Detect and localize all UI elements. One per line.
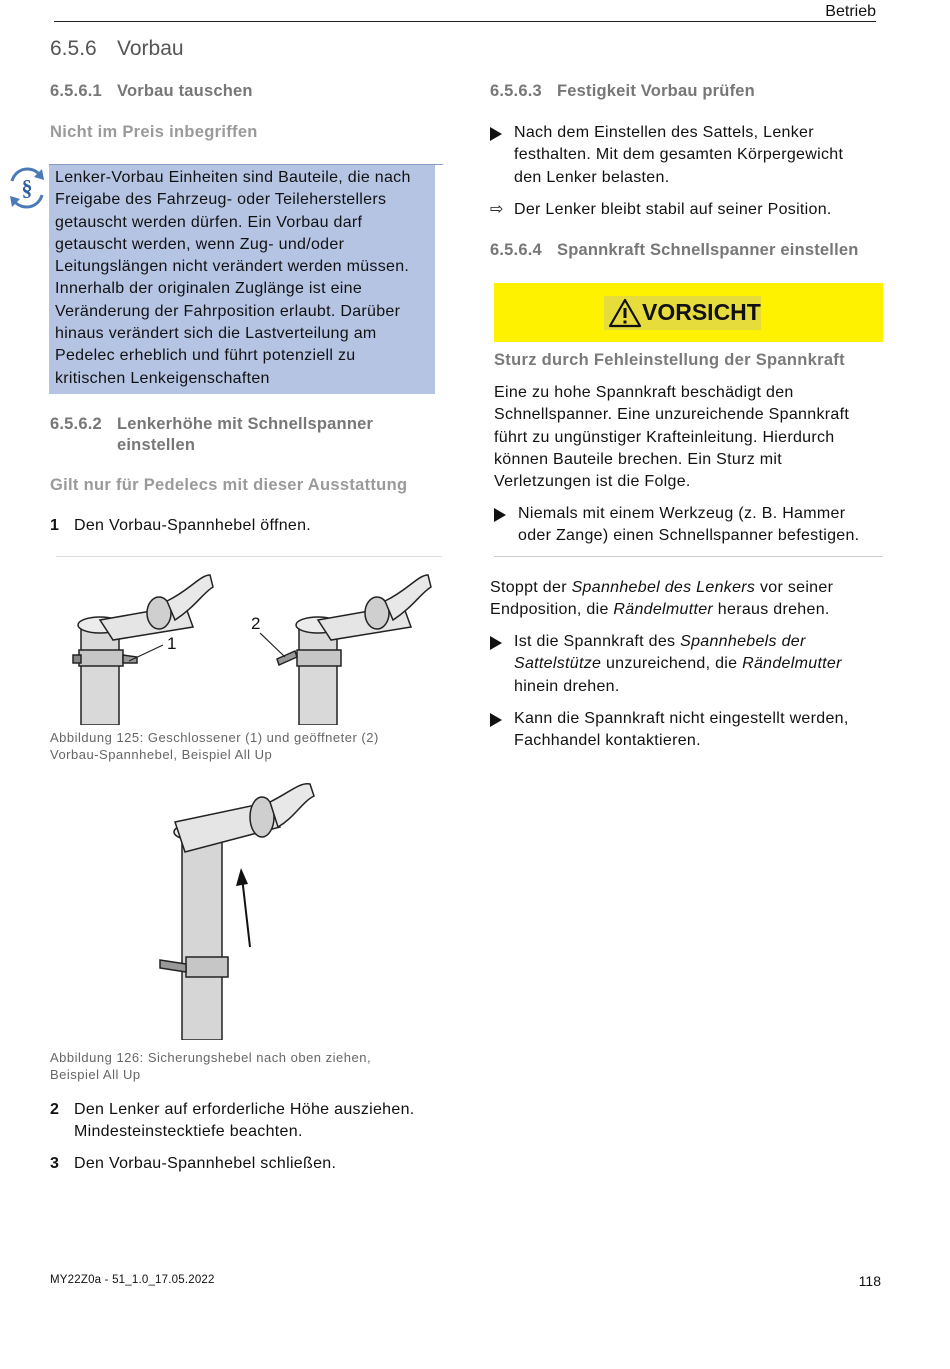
pull-arrow-head bbox=[236, 868, 248, 886]
figure-125-caption bbox=[50, 729, 379, 763]
subsection-title: Lenkerhöhe mit Schnellspanner bbox=[117, 415, 374, 433]
warning-line: Schnellspanner. Eine unzureichende Spannkraft bbox=[494, 406, 850, 424]
subsection-title: Spannkraft Schnellspanner einstellen bbox=[557, 241, 859, 259]
text-run-italic: Spannhebel des Lenkers bbox=[571, 579, 756, 596]
text-run: Stoppt der bbox=[490, 579, 572, 596]
caption-line: Beispiel All Up bbox=[50, 1067, 141, 1082]
figure-126-illustration bbox=[130, 782, 330, 1040]
stem-open bbox=[277, 575, 431, 725]
text-run-italic: Spannhebels der bbox=[680, 633, 806, 650]
caption-line: Vorbau-Spannhebel, Beispiel All Up bbox=[50, 747, 273, 762]
note-line: getauscht werden, wenn Zug- und/oder bbox=[55, 235, 345, 253]
instruction-arrow-icon bbox=[490, 127, 502, 141]
note-line: Lenker-Vorbau Einheiten sind Bauteile, die nach bbox=[55, 169, 411, 186]
note-line: Freigabe des Fahrzeug- oder Teileherstellers bbox=[55, 191, 387, 209]
figure-125-illustration bbox=[55, 565, 455, 725]
subsection-title-cont: einstellen bbox=[117, 436, 196, 454]
section-title: Vorbau bbox=[117, 37, 184, 60]
step-1 bbox=[50, 515, 311, 537]
instruction-arrow-icon bbox=[490, 636, 502, 650]
figure-label-1: 1 bbox=[167, 634, 177, 653]
bullet-line: Nach dem Einstellen des Sattels, Lenker bbox=[514, 124, 814, 141]
paragraph-stop-lever bbox=[490, 577, 833, 622]
warning-signal-word bbox=[604, 296, 761, 330]
bullet-line: Fachhandel kontaktieren. bbox=[514, 732, 701, 750]
bullet-line: hinein drehen. bbox=[514, 677, 620, 695]
step-3 bbox=[50, 1153, 336, 1175]
text-run: Ist die Spannkraft des bbox=[514, 633, 681, 650]
result-line bbox=[490, 199, 832, 221]
figure-label-2: 2 bbox=[251, 614, 261, 633]
step-number: 1 bbox=[50, 517, 60, 534]
step-text-cont: Mindesteinstecktiefe beachten. bbox=[74, 1123, 303, 1141]
warning-line: können Bauteile brechen. Ein Sturz mit bbox=[494, 450, 783, 468]
header-section: Betrieb bbox=[825, 3, 876, 20]
subsection-title: Vorbau tauschen bbox=[117, 82, 253, 100]
text-run: heraus drehen. bbox=[713, 601, 830, 619]
section-number: 6.5.6 bbox=[50, 37, 97, 60]
text-run: Endposition, die bbox=[490, 601, 614, 619]
instruction-arrow-icon bbox=[490, 713, 502, 727]
warning-triangle-icon bbox=[608, 298, 642, 328]
warning-line: Verletzungen ist die Folge. bbox=[494, 473, 691, 491]
header-rule bbox=[54, 21, 876, 22]
caption-line: Abbildung 125: Geschlossener (1) und geöffneter (2) bbox=[50, 730, 379, 745]
footer-document-id: MY22Z0a - 51_1.0_17.05.2022 bbox=[50, 1274, 215, 1286]
bullet-line: festhalten. Mit dem gesamten Körpergewicht bbox=[514, 146, 844, 164]
note-line: Veränderung der Fahrposition erlaubt. Darüber bbox=[55, 302, 401, 320]
step-2 bbox=[50, 1099, 415, 1144]
legal-note-box bbox=[49, 164, 435, 394]
text-run-italic: Sattelstütze bbox=[514, 655, 602, 673]
stem-closed bbox=[73, 575, 213, 725]
caption-line: Abbildung 126: Sicherungshebel nach oben ziehen, bbox=[50, 1050, 372, 1065]
subsection-heading-6564 bbox=[490, 241, 859, 260]
pull-arrow-shaft bbox=[242, 877, 250, 947]
bullet-line: den Lenker belasten. bbox=[514, 168, 670, 186]
subsection-title: Festigkeit Vorbau prüfen bbox=[557, 82, 755, 100]
subsection-heading-6561 bbox=[50, 82, 253, 101]
section-heading bbox=[50, 37, 184, 61]
note-line: Pedelec erheblich und führt potenziell zu bbox=[55, 347, 356, 365]
footer-page-number: 118 bbox=[858, 1273, 881, 1289]
text-run: vor seiner bbox=[755, 579, 834, 596]
svg-text:§: § bbox=[21, 175, 33, 200]
figure-126-caption bbox=[50, 1049, 371, 1083]
warning-description bbox=[494, 382, 849, 493]
result-text: Der Lenker bleibt stabil auf seiner Position. bbox=[514, 201, 832, 218]
instruction-arrow-icon bbox=[494, 508, 506, 522]
note-line: hinaus verändert sich die Lastverteilung am bbox=[55, 325, 377, 343]
scope-label: Nicht im Preis inbegriffen bbox=[50, 123, 258, 141]
instruction-bullet-1 bbox=[490, 122, 843, 189]
instruction-bullet-2 bbox=[490, 631, 842, 698]
note-line: Innerhalb der originalen Zuglänge ist eine bbox=[55, 280, 363, 298]
subsection-heading-6563 bbox=[490, 82, 755, 101]
signal-word-text: VORSICHT bbox=[642, 299, 761, 325]
leader-line-1 bbox=[129, 645, 163, 661]
scope-label: Gilt nur für Pedelecs mit dieser Ausstattung bbox=[50, 476, 408, 494]
figure-frame-top bbox=[56, 556, 442, 557]
warning-action bbox=[494, 503, 859, 548]
instruction-bullet-3 bbox=[490, 708, 849, 753]
text-run: unzureichend, die bbox=[601, 655, 743, 673]
step-text: Den Vorbau-Spannhebel schließen. bbox=[74, 1155, 337, 1172]
leader-line-2 bbox=[260, 633, 285, 657]
warning-line: führt zu ungünstiger Krafteinleitung. Hierdurch bbox=[494, 428, 835, 446]
warning-hazard-title: Sturz durch Fehleinstellung der Spannkraft bbox=[494, 351, 845, 369]
bullet-line: Niemals mit einem Werkzeug (z. B. Hammer bbox=[518, 505, 846, 522]
result-arrow-icon: ⇨ bbox=[490, 201, 504, 218]
paragraph-cycle-icon bbox=[6, 163, 48, 213]
step-number: 3 bbox=[50, 1155, 60, 1172]
note-top-rule bbox=[49, 164, 443, 165]
subsection-number: 6.5.6.2 bbox=[50, 415, 102, 433]
subsection-number: 6.5.6.3 bbox=[490, 82, 542, 100]
text-run-italic: Rändelmutter bbox=[742, 655, 842, 673]
note-line: kritischen Lenkeigenschaften bbox=[55, 369, 270, 387]
warning-bottom-rule bbox=[494, 556, 883, 557]
subsection-number: 6.5.6.1 bbox=[50, 82, 102, 100]
subsection-heading-6562 bbox=[50, 414, 373, 456]
step-text: Den Vorbau-Spannhebel öffnen. bbox=[74, 517, 312, 534]
note-line: Leitungslängen nicht verändert werden müssen. bbox=[55, 258, 410, 276]
note-line: getauscht werden dürfen. Ein Vorbau darf bbox=[55, 213, 363, 231]
bullet-line: oder Zange) einen Schnellspanner befestigen. bbox=[518, 527, 860, 545]
subsection-number: 6.5.6.4 bbox=[490, 241, 542, 259]
text-run-italic: Rändelmutter bbox=[613, 601, 714, 619]
step-number: 2 bbox=[50, 1101, 60, 1118]
warning-line: Eine zu hohe Spannkraft beschädigt den bbox=[494, 384, 794, 401]
bullet-line: Kann die Spannkraft nicht eingestellt werden, bbox=[514, 710, 849, 727]
step-text: Den Lenker auf erforderliche Höhe ausziehen. bbox=[74, 1101, 415, 1118]
